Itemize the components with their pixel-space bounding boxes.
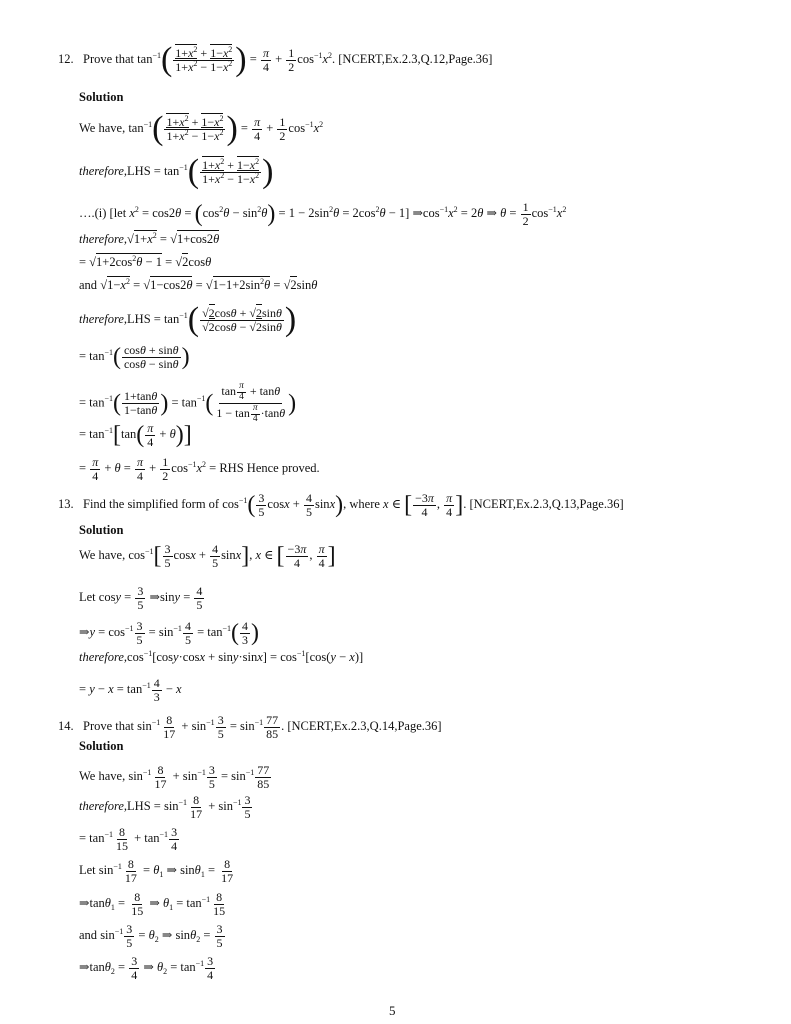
q12-line-4: $therefore,√1+x^2 = √1+\cos 2\theta$ [79,231,220,246]
q12-lhs-2: LHS [127,311,151,326]
q13-line-5: = $y - x = \tan^{-1}$ $\frac{4}{3}$ − x [79,676,182,704]
q12-number: 12. [58,51,74,66]
q13-therefore: therefore, [79,650,128,664]
q12-and: and [79,278,98,292]
q14-line-2: therefore,LHS = $\sin^{-1}$ $\frac{8}{17}$ + $\sin^{-1}$ $\frac{3}{5}$ [79,793,251,821]
q13-where: , where [343,496,380,511]
q12-line-6: and $√1-x^2 = √1-\cos 2\theta = √1-1+2\sin^2\theta = √2\sin\theta$ [79,277,318,292]
q13-find: Find the simplified form of [83,496,220,511]
q13-statement: 13. Find the simplified form of $\cos^{-1}$( $\frac{3}{5}$ cosx + $\frac{4}{5}$ sinx), where x ∈ [ $\frac{-3\pi}{4}$ , $\frac{\pi}{4}$ ]. [NCERT,Ex.2.3,Q.13,Page.36] [58,491,624,519]
q14-and: and [79,927,98,942]
q13-number: 13. [58,496,74,511]
q12-line-8: = $\tan^{-1}$( $\frac{\cos\theta + \sin\theta}{\cos\theta - \sin\theta}$ ) [79,343,190,371]
q14-line-7: ⇒tanθ$_2$ = $\frac{3}{4}$ ⇒ $\theta_2 = \tan^{-1}$ $\frac{3}{4}$ [79,954,214,982]
q14-line-6: and $\sin^{-1}$ $\frac{3}{5}$ = $\theta_2$ ⇒ sinθ$_2$ = $\frac{3}{5}$ [79,922,223,950]
q12-we-have: We have, [79,120,126,135]
q13-line-4: $therefore,\cos^{-1}[\cos y\cdot\cos x + \sin y\cdot\sin x] = \cos^{-1}[\cos(y - x)]$ [79,649,364,664]
q13-reference: . [NCERT,Ex.2.3,Q.13,Page.36] [463,496,624,511]
q12-line-3: ….(i) [let $x^2 = \cos 2\theta = (\cos^2\theta - \sin^2\theta) = 1 - 2\sin^2\theta = 2\cos^2\theta - 1$] $\Rightarrow\cos^{-1}x^2 = 2\theta$ ⇒ θ = $\frac{1}{2}$ $\cos^{-1}x^2$ [79,200,567,228]
q14-statement: 14. Prove that $\sin^{-1}$ $\frac{8}{17}$ + $\sin^{-1}$ $\frac{3}{5}$ = $\sin^{-1}$ $\frac{77}{85}$ . [NCERT,Ex.2.3,Q.14,Page.36] [58,713,442,741]
q12-therefore-3: therefore, [79,311,128,326]
q14-line-1: We have, $\sin^{-1}$ $\frac{8}{17}$ + $\sin^{-1}$ $\frac{3}{5}$ = $\sin^{-1}$ $\frac{77}{85}$ [79,763,270,791]
q12-reference: [NCERT,Ex.2.3,Q.12,Page.36] [338,51,493,66]
q12-line-10: = $\tan^{-1}[\tan$( $\frac{\pi}{4}$ + θ)] [79,421,192,449]
q14-we-have: We have, [79,768,126,783]
q13-line-3: ⇒y = $\cos^{-1}$ $\frac{3}{5}$ = $\sin^{-1}$ $\frac{4}{5}$ = $\tan^{-1}$( $\frac{4}{3}$ ) [79,619,260,647]
q13-line-2: Let cosy = $\frac{3}{5}$ ⇒siny = $\frac{4}{5}$ [79,584,203,612]
q12-line-2: therefore,LHS = $\tan^{-1}$( $\frac{1+x^2 + 1-x^2}{1+x^2 - 1-x^2}$ ) [79,153,274,190]
q12-line-5: = $√1+2\cos^2\theta - 1 = √2\cos\theta$ [79,254,212,269]
q14-prove-that: Prove that [83,718,135,733]
q12-solution-heading: Solution [79,90,124,104]
page-number: 5 [389,1003,396,1018]
q12-therefore-2: therefore, [79,232,128,246]
q12-step-i: ….(i) [let [79,205,127,220]
q12-conclusion: = RHS Hence proved. [209,460,320,475]
q12-line-1: We have, $\tan^{-1}$( $\frac{1+x^2 + 1-x^2}{1+x^2 - 1-x^2}$ ) = $\frac{\pi}{4}$ + $\frac{1}{2}$ $\cos^{-1}x^2$ [79,110,324,147]
q12-line-9: = $\tan^{-1}$( $\frac{1+\tan\theta}{1-\tan\theta}$ ) = $\tan^{-1}$( tan $\frac{\pi}{4}$ + tanθ 1 − tan $\frac{\pi}{4}$ ·tanθ ) [79,381,297,424]
q14-number: 14. [58,718,74,733]
q12-lhs: LHS [127,163,151,178]
q13-solution-heading: Solution [79,523,124,537]
q12-prove-that: Prove that [83,51,135,66]
q12-statement: 12. Prove that $\tan^{-1}$( $\frac{1+x^2 + 1-x^2}{1+x^2 - 1-x^2}$ ) = $\frac{\pi}{4}$ + $\frac{1}{2}$ $\cos^{-1}x^2$. [NCERT,Ex.2.3,Q.12,Page.36] [58,41,493,78]
q13-let: Let [79,589,96,604]
q12-therefore: therefore, [79,163,128,178]
q14-line-4: Let $\sin^{-1}$ $\frac{8}{17}$ = $\theta_1$ ⇒ sinθ$_1$ = $\frac{8}{17}$ [79,857,234,885]
q12-line-11: = $\frac{\pi}{4}$ + θ = $\frac{\pi}{4}$ + $\frac{1}{2}$ $\cos^{-1}x^2$ = RHS Hence proved. [79,455,320,483]
q13-we-have: We have, [79,547,126,562]
q12-line-7: therefore,LHS = $\tan^{-1}$( $\frac{√2\cos\theta + √2\sin\theta}{√2\cos\theta - √2\sin\theta}$ ) [79,301,297,338]
q14-solution-heading: Solution [79,739,124,753]
q14-lhs: LHS [127,798,151,813]
q14-line-3: = $\tan^{-1}$ $\frac{8}{15}$ + $\tan^{-1}$ $\frac{3}{4}$ [79,825,178,853]
q14-let: Let [79,862,96,877]
q14-reference: . [NCERT,Ex.2.3,Q.14,Page.36] [281,718,442,733]
q13-line-1: We have, $\cos^{-1}$[ $\frac{3}{5}$ cosx + $\frac{4}{5}$ sinx], x ∈ [ $\frac{-3\pi}{4}$ , $\frac{\pi}{4}$ ] [79,542,336,570]
q14-therefore: therefore, [79,798,128,813]
q14-line-5: ⇒tanθ$_1$ = $\frac{8}{15}$ ⇒ $\theta_1 = \tan^{-1}$ $\frac{8}{15}$ [79,890,226,918]
